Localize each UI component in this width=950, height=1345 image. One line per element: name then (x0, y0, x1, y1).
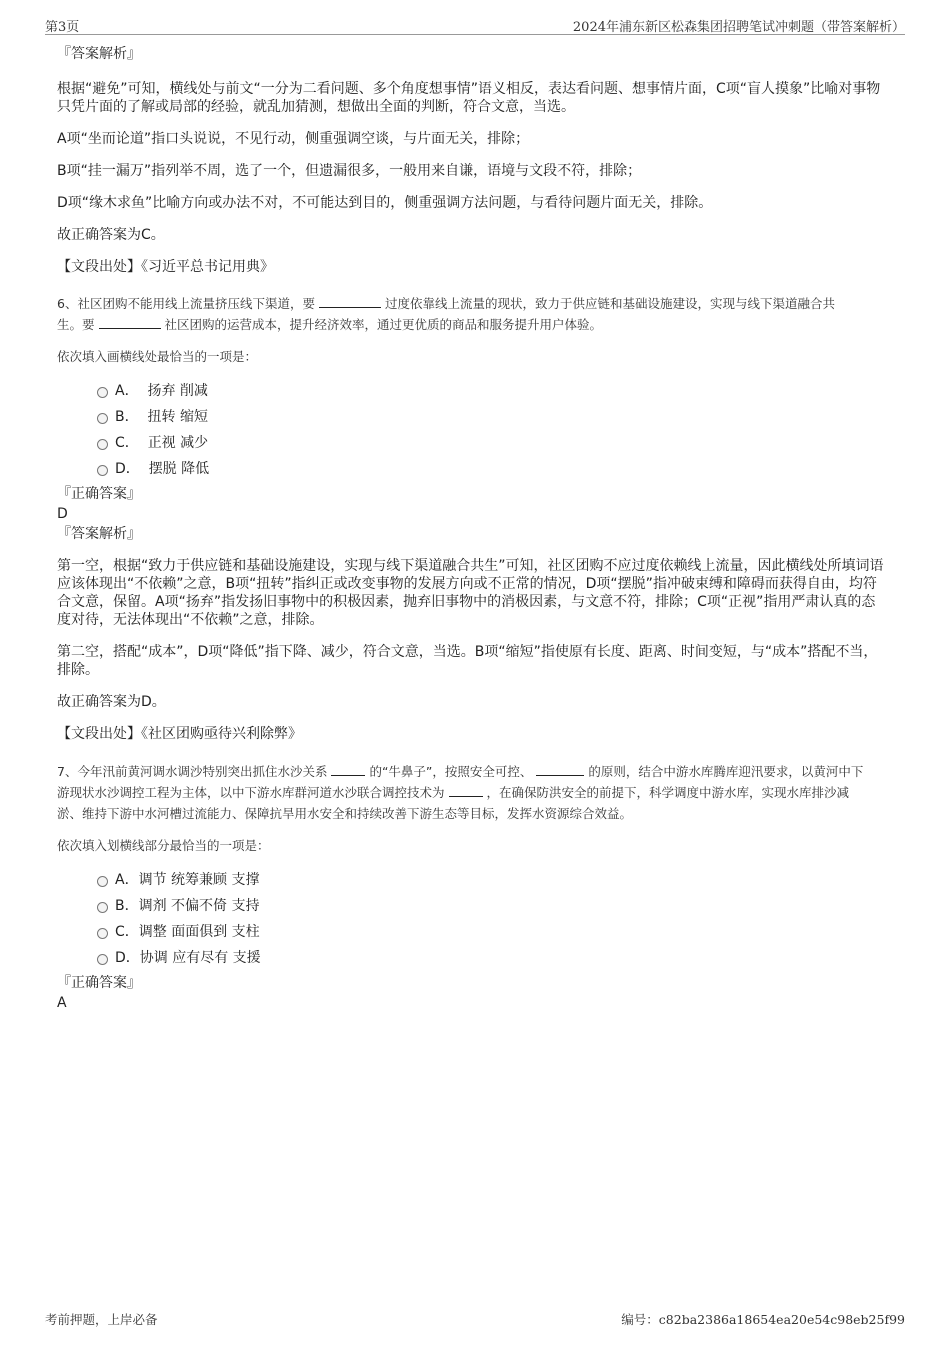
q7-stem-part: 7、今年汛前黄河调水调沙特别突出抓住水沙关系 (57, 764, 328, 779)
q7-stem-part: 游现状水沙调控工程为主体，以中下游水库群河道水沙联合调控技术为 (57, 785, 445, 800)
document-body (57, 45, 887, 1012)
page-header (45, 12, 905, 35)
q6-stem-part: 社区团购的运营成本，提升经济效率，通过更优质的商品和服务提升用户体验。 (164, 317, 602, 332)
q7-stem-part: 的“牛鼻子”，按照安全可控、 (369, 764, 533, 779)
option-label: B． (115, 409, 139, 425)
q6-analysis-p2: 第二空，搭配“成本”，D项“降低”指下降、减少，符合文意，当选。B项“缩短”指使原有长度、距离、时间变短，与“成本”搭配不当，排除。 (57, 644, 878, 678)
radio-icon[interactable] (97, 876, 108, 887)
footer-slogan: 考前押题，上岸必备 (45, 1312, 158, 1327)
q7-stem-part: ，在确保防洪安全的前提下，科学调度中游水库，实现水库排沙减 (486, 785, 849, 800)
q6-source: 【文段出处】《社区团购亟待兴利除弊》 (57, 726, 302, 742)
document-title: 2024年浦东新区松森集团招聘笔试冲刺题（带答案解析） (572, 20, 905, 35)
q5-source: 【文段出处】《习近平总书记用典》 (57, 259, 274, 275)
option-text: 调剂 不偏不倚 支持 (138, 898, 260, 914)
page-footer (45, 1310, 905, 1330)
q5-analysis-p3: B项“挂一漏万”指列举不周，选了一个，但遗漏很多，一般用来自谦，语境与文段不符，排除； (57, 163, 642, 179)
q5-analysis-p2: A项“坐而论道”指口头说说，不见行动，侧重强调空谈，与片面无关，排除； (57, 131, 530, 147)
q6-stem-part: 过度依靠线上流量的现状，致力于供应链和基础设施建设，实现与线下渠道融合共 (384, 296, 835, 311)
option-label: B． (115, 898, 139, 914)
q6-stem (57, 293, 887, 335)
q7-blank-1 (331, 763, 365, 776)
q7-option-d[interactable] (57, 948, 887, 974)
q7-stem (57, 761, 887, 824)
footer-serial: 编号：c82ba2386a18654ea20e54c98eb25f99 (621, 1312, 905, 1327)
q7-stem-part: 的原则，结合中游水库腾库迎汛要求，以黄河中下 (588, 764, 864, 779)
option-label: A． (115, 383, 139, 399)
option-text: 扭转 缩短 (147, 409, 208, 425)
option-text: 扬弃 削减 (147, 383, 208, 399)
q6-blank-1 (319, 295, 381, 308)
q7-option-a[interactable] (57, 870, 887, 896)
q6-blank-2 (99, 316, 161, 329)
q6-analysis-p1: 第一空，根据“致力于供应链和基础设施建设，实现与线下渠道融合共生”可知，社区团购不应过度依赖线上流量，因此横线处所填词语应该体现出“不依赖”之意，B项“扭转”指纠正或改变事物的发展方向或不正常的情况，D项“摆脱”指冲破束缚和障碍而获得自由，均符合文意，保留。A项“扬弃”指发扬旧事物中的积极因素，抛弃旧事物中的消极因素，与文意不符，排除；C项“正视”指用严肃认真的态度对待，无法体现出“不依赖”之意，排除。 (57, 558, 884, 628)
q6-answer: D (57, 506, 68, 522)
page-number: 第3页 (45, 20, 80, 35)
radio-icon[interactable] (97, 439, 108, 450)
q7-blank-3 (449, 784, 483, 797)
q6-option-a[interactable] (57, 381, 887, 407)
radio-icon[interactable] (97, 413, 108, 424)
option-label: A． (115, 872, 139, 888)
radio-icon[interactable] (97, 902, 108, 913)
q7-answer-label: 『正确答案』 (57, 975, 141, 991)
q7-option-b[interactable] (57, 896, 887, 922)
radio-icon[interactable] (97, 387, 108, 398)
option-label: C． (115, 435, 139, 451)
q6-options (57, 381, 887, 485)
q5-analysis-p1: 根据“避免”可知，横线处与前文“一分为二看问题、多个角度想事情”语义相反，表达看问题、想事情片面，C项“盲人摸象”比喻对事物只凭片面的了解或局部的经验，就乱加猜测，想做出全面的判断，符合文意，当选。 (57, 81, 881, 115)
radio-icon[interactable] (97, 928, 108, 939)
radio-icon[interactable] (97, 465, 108, 476)
q7-answer: A (57, 995, 67, 1011)
q6-prompt: 依次填入画横线处最恰当的一项是： (57, 349, 258, 364)
q6-analysis-label: 『答案解析』 (57, 526, 141, 542)
option-label: D． (115, 950, 140, 966)
q6-conclusion: 故正确答案为D。 (57, 694, 166, 710)
radio-icon[interactable] (97, 954, 108, 965)
q6-stem-part: 6、社区团购不能用线上流量挤压线下渠道，要 (57, 296, 315, 311)
q5-conclusion: 故正确答案为C。 (57, 227, 165, 243)
option-text: 正视 减少 (147, 435, 209, 451)
option-text: 调整 面面俱到 支柱 (138, 924, 260, 940)
q6-stem-part: 生。要 (57, 317, 95, 332)
q7-option-c[interactable] (57, 922, 887, 948)
q7-prompt: 依次填入划横线部分最恰当的一项是： (57, 838, 270, 853)
q5-analysis-p4: D项“缘木求鱼”比喻方向或办法不对，不可能达到目的，侧重强调方法问题，与看待问题片面无关，排除。 (57, 195, 713, 211)
q7-options (57, 870, 887, 974)
option-text: 调节 统筹兼顾 支撑 (138, 872, 260, 888)
option-label: D． (115, 461, 140, 477)
q6-option-c[interactable] (57, 433, 887, 459)
q6-option-d[interactable] (57, 459, 887, 485)
option-text: 摆脱 降低 (148, 461, 210, 477)
option-label: C． (115, 924, 139, 940)
q5-analysis-label: 『答案解析』 (57, 46, 141, 62)
q6-answer-label: 『正确答案』 (57, 486, 141, 502)
q7-stem-part: 淤、维持下游中水河槽过流能力、保障抗旱用水安全和持续改善下游生态等目标，发挥水资源综合效益。 (57, 806, 633, 821)
option-text: 协调 应有尽有 支援 (139, 950, 261, 966)
q7-blank-2 (536, 763, 584, 776)
q6-option-b[interactable] (57, 407, 887, 433)
